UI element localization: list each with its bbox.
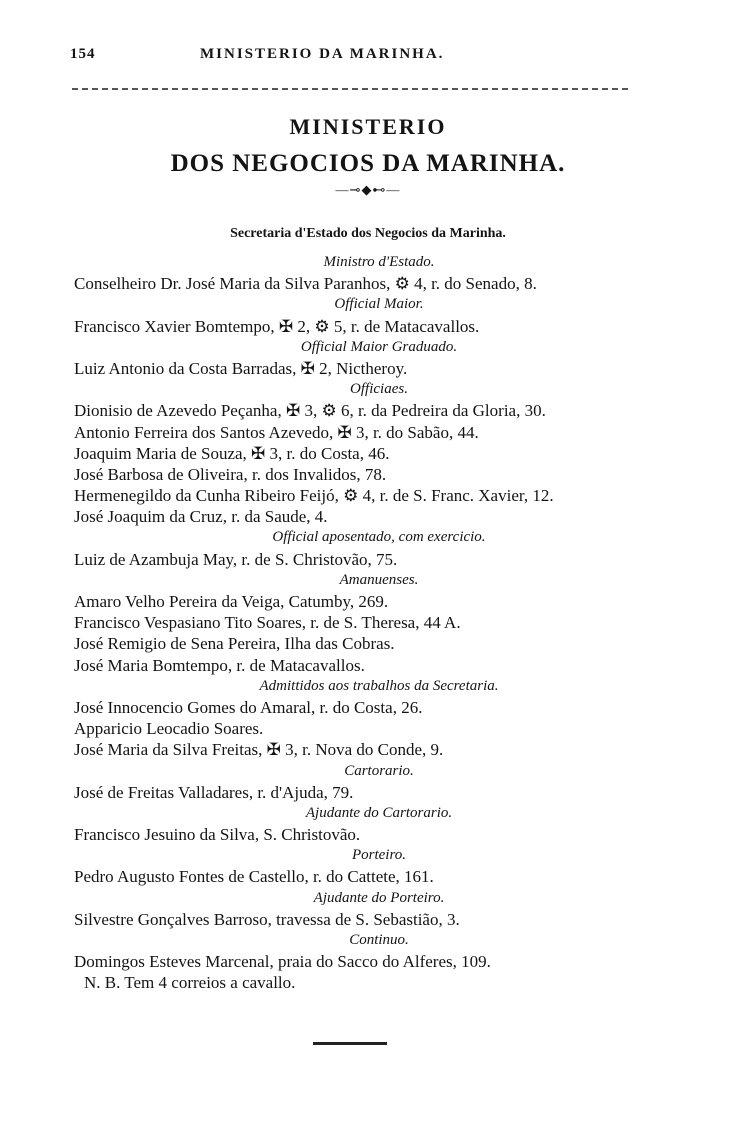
staff-entry: Apparicio Leocadio Soares. [74, 719, 264, 739]
page-header [70, 46, 640, 70]
staff-entry: Pedro Augusto Fontes de Castello, r. do Cattete, 161. [74, 867, 434, 887]
section-title-line2: DOS NEGOCIOS DA MARINHA. [170, 150, 566, 177]
staff-entry: Francisco Vespasiano Tito Soares, r. de S. Theresa, 44 A. [74, 613, 461, 633]
staff-entry: José Joaquim da Cruz, r. da Saude, 4. [74, 507, 328, 527]
office-heading: Ajudante do Cartorario. [305, 804, 453, 821]
staff-entry: Silvestre Gonçalves Barroso, travessa de S. Sebastião, 3. [74, 909, 460, 929]
office-heading: Ministro d'Estado. [323, 254, 435, 270]
office-heading: Amanuenses. [339, 571, 419, 588]
staff-entry: José de Freitas Valladares, r. d'Ajuda, 79. [74, 782, 354, 802]
staff-entry: Amaro Velho Pereira da Veiga, Catumby, 269. [74, 592, 389, 611]
ornament-divider: —⊸◆⊷— [335, 182, 401, 197]
header-divider [72, 88, 628, 90]
staff-entry: Luiz de Azambuja May, r. de S. Christovão, 75. [74, 549, 398, 569]
staff-entry: Conselheiro Dr. José Maria da Silva Paranhos, ⚙ 4, r. do Senado, 8. [74, 274, 537, 294]
staff-entry: Dionisio de Azevedo Peçanha, ✠ 3, ⚙ 6, r. da Pedreira da Gloria, 30. [74, 401, 546, 421]
staff-entry: Francisco Jesuino da Silva, S. Christovão. [74, 825, 361, 845]
staff-entry: Luiz Antonio da Costa Barradas, ✠ 2, Nictheroy. [74, 358, 408, 378]
secretaria-subtitle: Secretaria d'Estado dos Negocios da Marinha. [230, 226, 506, 241]
staff-entry: Hermenegildo da Cunha Ribeiro Feijó, ⚙ 4, r. de S. Franc. Xavier, 12. [74, 486, 554, 506]
office-heading: Officiaes. [350, 381, 408, 398]
section-title-line1: MINISTERIO [289, 114, 447, 139]
footnote: N. B. Tem 4 correios a cavallo. [84, 973, 296, 993]
end-rule [313, 1042, 387, 1045]
office-heading: Cartorario. [344, 762, 414, 779]
staff-entry: José Maria da Silva Freitas, ✠ 3, r. Nova do Conde, 9. [74, 740, 444, 760]
staff-entry: José Maria Bomtempo, r. de Matacavallos. [74, 655, 365, 675]
staff-entry: Joaquim Maria de Souza, ✠ 3, r. do Costa, 46. [74, 443, 390, 463]
office-heading: Admittidos aos trabalhos da Secretaria. [259, 677, 499, 694]
office-heading: Continuo. [349, 932, 409, 948]
staff-entry: Domingos Esteves Marcenal, praia do Sacco do Alferes, 109. [74, 952, 491, 972]
office-heading: Official Maior. [334, 296, 424, 313]
staff-entry: Antonio Ferreira dos Santos Azevedo, ✠ 3, r. do Sabão, 44. [74, 422, 479, 442]
staff-list [74, 252, 644, 994]
staff-entry: José Innocencio Gomes do Amaral, r. do Costa, 26. [74, 697, 423, 717]
running-title: MINISTERIO DA MARINHA. [200, 46, 445, 62]
office-heading: Porteiro. [351, 847, 407, 864]
staff-entry: José Remigio de Sena Pereira, Ilha das Cobras. [74, 634, 395, 654]
office-heading: Official aposentado, com exercicio. [272, 529, 486, 546]
staff-entry: José Barbosa de Oliveira, r. dos Invalidos, 78. [74, 464, 387, 484]
office-heading: Ajudante do Porteiro. [313, 889, 445, 906]
staff-entry: Francisco Xavier Bomtempo, ✠ 2, ⚙ 5, r. de Matacavallos. [74, 316, 480, 336]
office-heading: Official Maior Graduado. [300, 338, 458, 355]
page-number: 154 [70, 46, 96, 62]
